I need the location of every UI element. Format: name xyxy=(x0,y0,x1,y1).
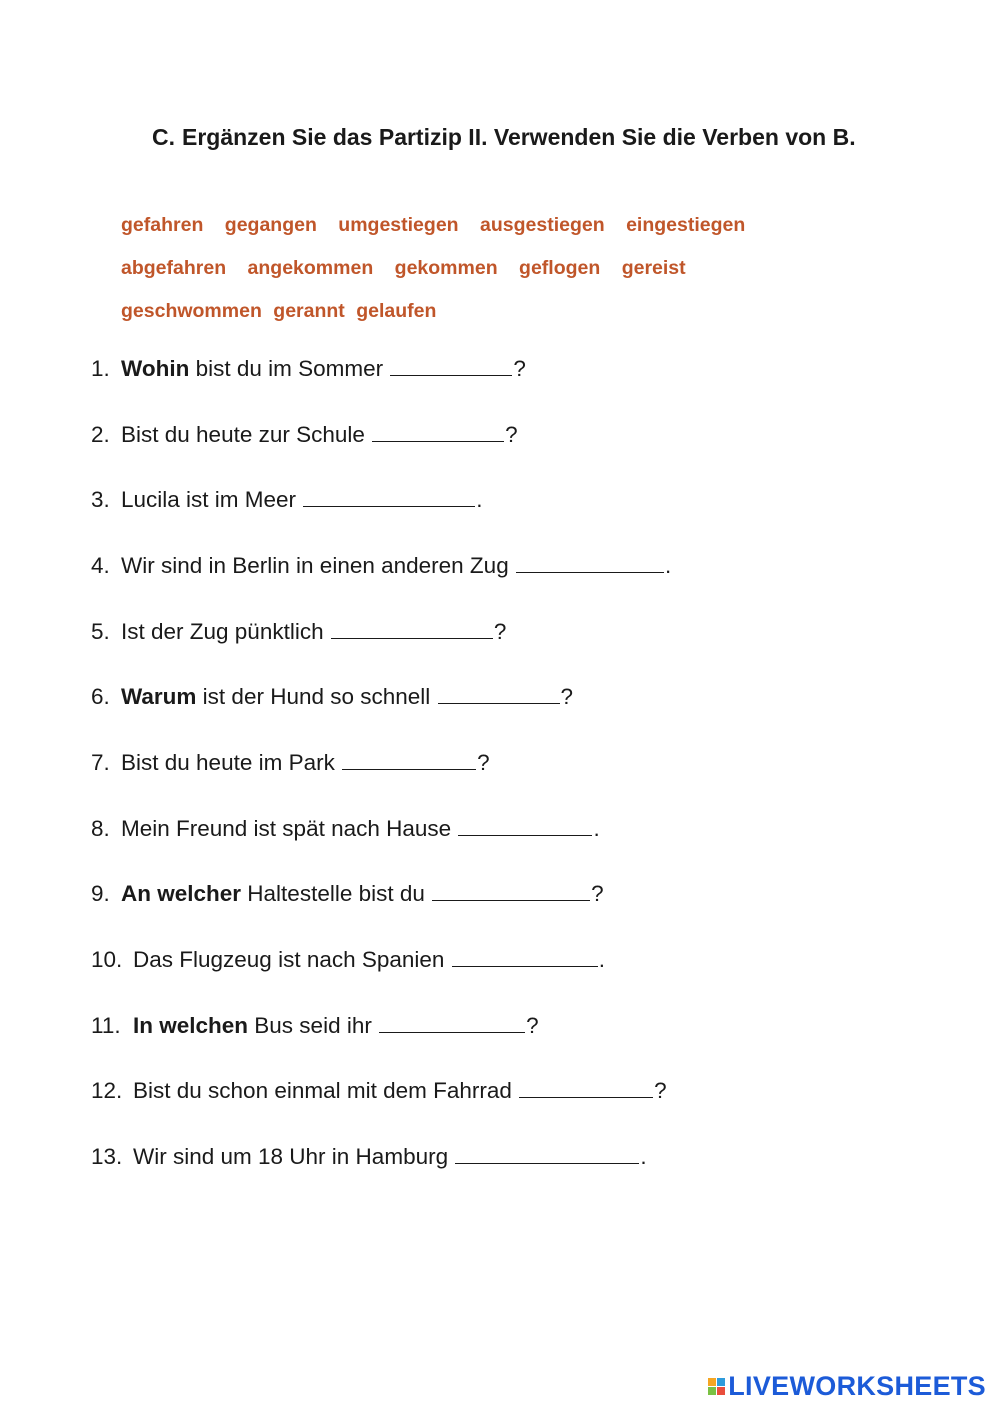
answer-blank[interactable] xyxy=(342,749,476,770)
word-bank-line xyxy=(121,294,861,337)
question-11 xyxy=(91,1011,539,1041)
word-bank-item: gelaufen xyxy=(356,300,437,322)
word-bank-item: gereist xyxy=(621,257,686,279)
question-3 xyxy=(91,485,483,515)
question-text: Bist du schon einmal mit dem Fahrrad xyxy=(133,1078,519,1103)
word-bank-item: eingestiegen xyxy=(626,214,746,236)
answer-blank[interactable] xyxy=(303,486,475,507)
question-keyword: Wohin xyxy=(121,356,190,381)
answer-blank[interactable] xyxy=(516,552,664,573)
question-number: 8. xyxy=(91,816,110,841)
word-bank-item: umgestiegen xyxy=(338,214,459,236)
question-10 xyxy=(91,945,605,975)
question-text: Das Flugzeug ist nach Spanien xyxy=(133,947,451,972)
question-number: 6. xyxy=(91,684,110,709)
answer-blank[interactable] xyxy=(455,1143,639,1164)
question-keyword: In welchen xyxy=(133,1013,249,1038)
question-end: . xyxy=(593,816,600,841)
question-number: 9. xyxy=(91,881,110,906)
word-bank xyxy=(121,208,861,337)
question-9 xyxy=(91,879,604,909)
word-bank-item: geflogen xyxy=(519,257,601,279)
question-end: ? xyxy=(513,356,526,381)
word-bank-item: abgefahren xyxy=(121,257,227,279)
word-bank-item: gerannt xyxy=(273,300,345,322)
answer-blank[interactable] xyxy=(432,880,590,901)
answer-blank[interactable] xyxy=(458,815,592,836)
question-text: Mein Freund ist spät nach Hause xyxy=(121,816,458,841)
answer-blank[interactable] xyxy=(452,946,598,967)
answer-blank[interactable] xyxy=(390,355,512,376)
question-end: ? xyxy=(493,619,507,644)
question-end: ? xyxy=(560,684,574,709)
question-end: ? xyxy=(505,422,518,447)
question-text: Bist du heute zur Schule xyxy=(121,422,372,447)
word-bank-line xyxy=(121,251,861,294)
question-end: . xyxy=(598,947,605,972)
answer-blank[interactable] xyxy=(331,618,493,639)
question-2 xyxy=(91,420,518,450)
question-12 xyxy=(91,1076,667,1106)
word-bank-item: gekommen xyxy=(394,257,498,279)
question-end: ? xyxy=(591,881,604,906)
question-number: 1. xyxy=(91,356,110,381)
question-end: ? xyxy=(526,1013,539,1038)
question-1 xyxy=(91,354,526,384)
question-end: . xyxy=(664,553,672,578)
question-keyword: Warum xyxy=(121,684,197,709)
answer-blank[interactable] xyxy=(379,1012,525,1033)
question-number: 3. xyxy=(91,487,110,512)
question-number: 4. xyxy=(91,553,110,578)
question-number: 13. xyxy=(91,1144,123,1169)
question-number: 5. xyxy=(91,619,110,644)
word-bank-item: geschwommen xyxy=(121,300,262,322)
liveworksheets-logo-icon xyxy=(708,1378,725,1395)
question-text: Lucila ist im Meer xyxy=(121,487,303,512)
answer-blank[interactable] xyxy=(519,1077,653,1098)
word-bank-item: ausgestiegen xyxy=(480,214,605,236)
question-number: 2. xyxy=(91,422,110,447)
question-text: Wir sind in Berlin in einen anderen Zug xyxy=(121,553,515,578)
question-7 xyxy=(91,748,490,778)
question-number: 12. xyxy=(91,1078,123,1103)
exercise-instruction: Ergänzen Sie das Partizip II. Verwenden Sie die Verben von B. xyxy=(182,124,856,150)
question-end: ? xyxy=(654,1078,667,1103)
question-text: Ist der Zug pünktlich xyxy=(121,619,330,644)
question-number: 7. xyxy=(91,750,110,775)
question-text: Bist du heute im Park xyxy=(121,750,342,775)
word-bank-line xyxy=(121,208,861,251)
question-6 xyxy=(91,682,573,712)
exercise-label: C. xyxy=(152,124,175,150)
question-number: 10. xyxy=(91,947,123,972)
liveworksheets-logo[interactable] xyxy=(708,1371,986,1402)
question-keyword: An welcher xyxy=(121,881,242,906)
word-bank-item: gefahren xyxy=(121,214,204,236)
question-4 xyxy=(91,551,671,581)
question-5 xyxy=(91,617,506,647)
answer-blank[interactable] xyxy=(438,683,560,704)
question-end: . xyxy=(476,487,483,512)
answer-blank[interactable] xyxy=(372,421,504,442)
brand-name: LIVEWORKSHEETS xyxy=(728,1371,986,1401)
question-text: bist du im Sommer xyxy=(189,356,390,381)
question-end: ? xyxy=(477,750,490,775)
question-text: Haltestelle bist du xyxy=(241,881,432,906)
word-bank-item: gegangen xyxy=(224,214,317,236)
question-text: Bus seid ihr xyxy=(248,1013,379,1038)
question-end: . xyxy=(640,1144,647,1169)
question-text: ist der Hund so schnell xyxy=(196,684,437,709)
question-number: 11. xyxy=(91,1013,121,1038)
question-13 xyxy=(91,1142,647,1172)
word-bank-item: angekommen xyxy=(247,257,374,279)
question-8 xyxy=(91,814,600,844)
question-text: Wir sind um 18 Uhr in Hamburg xyxy=(133,1144,455,1169)
